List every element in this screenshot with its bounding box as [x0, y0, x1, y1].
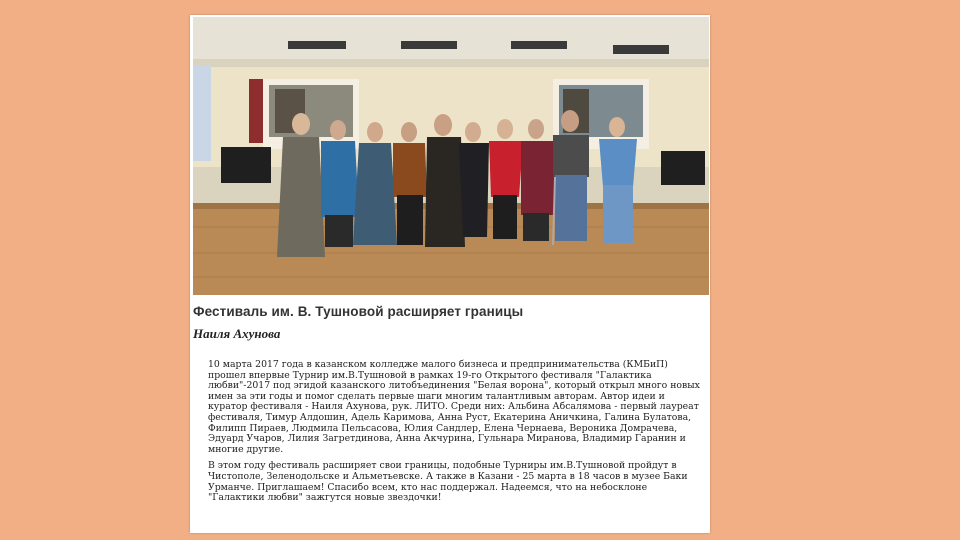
- group-photo-image: [193, 17, 709, 295]
- article-paragraph: В этом году фестиваль расширяет свои границы, подобные Турниры им.В.Тушновой пройдут в Чистополе, Зеленодольске и Альметьевске. А также в Казани - 25 марта в 18 часов в музее Баки Урманче. Приглашаем! Спасибо всем, кто нас поддержал. Надеемся, что на небосклоне "Галактики любви" зажгутся новые звездочки!: [208, 460, 688, 504]
- article-paragraph: 10 марта 2017 года в казанском колледже малого бизнеса и предпринимательства (КМБиП) прошел впервые Турнир им.В.Тушновой в рамках 19-го Открытого фестиваля "Галактика любви"-2017 под эгидой казанского литобъединения "Белая ворона", который открыл много новых имен за эти годы и помог сделать первые шаги многим талантливым авторам. Автор идеи и куратор фестиваля - Наиля Ахунова, рук. ЛИТО. Среди них: Альбина Абсалямова - первый лауреат фестиваля, Тимур Алдошин, Адель Каримова, Анна Руст, Екатерина Аничкина, Галина Булатова, Филипп Пираев, Людмила Пельсасова, Юлия Сандлер, Елена Чернаева, Вероника Домрачева, Эдуард Учаров, Лилия Загретдинова, Анна Акчурина, Гульнара Миранова, Владимир Гаранин и многие другие.: [208, 359, 700, 455]
- article-title: Фестиваль им. В. Тушновой расширяет границы: [193, 304, 524, 319]
- article-page: [190, 15, 710, 533]
- article-body: [208, 360, 700, 510]
- article-author: Наиля Ахунова: [193, 326, 281, 341]
